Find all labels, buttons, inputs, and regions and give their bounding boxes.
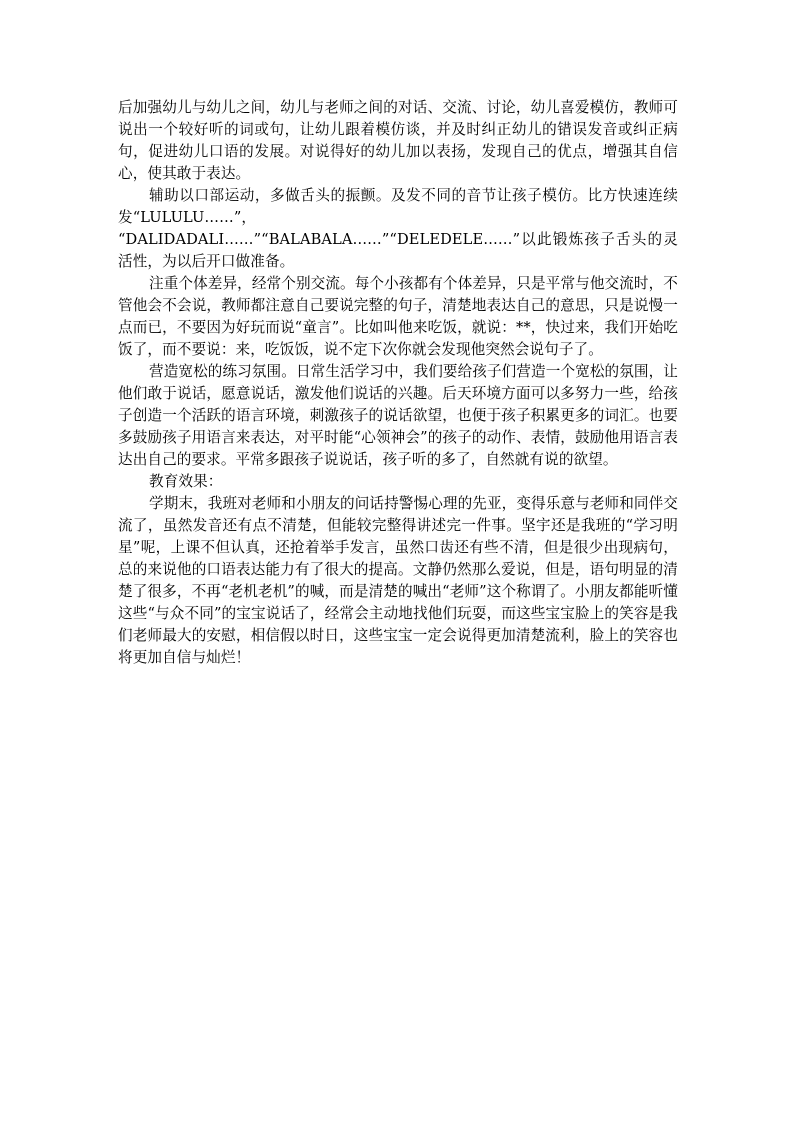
paragraph-oral-exercise: 辅助以口部运动，多做舌头的振颤。及发不同的音节让孩子模仿。比方快速连续发“LULULU……”，: [118, 187, 678, 226]
paragraph-oral-exercise-continued: “DALIDADALI……”“BALABALA……”“DELEDELE……”以此锻炼孩子舌头的灵活性，为以后开口做准备。: [118, 231, 678, 270]
section-heading-education-effect: 教育效果：: [149, 473, 223, 490]
document-body: [118, 97, 678, 669]
paragraph-relaxed-atmosphere: 营造宽松的练习氛围。日常生活学习中，我们要给孩子们营造一个宽松的氛围，让他们敢于说话，愿意说话，激发他们说话的兴趣。后天环境方面可以多努力一些，给孩子创造一个活跃的语言环境，刺激孩子的说话欲望，也便于孩子积累更多的词汇。也要多鼓励孩子用语言来表达，对平时能“心领神会”的孩子的动作、表情，鼓励他用语言表达出自己的要求。平常多跟孩子说说话，孩子听的多了，自然就有说的欲望。: [118, 363, 678, 468]
paragraph-individual-differences: 注重个体差异，经常个别交流。每个小孩都有个体差异，只是平常与他交流时，不管他会不会说，教师都注意自己要说完整的句子，清楚地表达自己的意思，只是说慢一点而已，不要因为好玩而说“童言”。比如叫他来吃饭，就说：**，快过来，我们开始吃饭了，而不要说：来，吃饭饭，说不定下次你就会发现他突然会说句子了。: [118, 275, 678, 358]
paragraph-continuation: 后加强幼儿与幼儿之间，幼儿与老师之间的对话、交流、讨论，幼儿喜爱模仿，教师可说出一个较好听的词或句，让幼儿跟着模仿谈，并及时纠正幼儿的错误发音或纠正病句，促进幼儿口语的发展。对说得好的幼儿加以表扬，发现自己的优点，增强其自信心，使其敢于表达。: [118, 99, 678, 182]
paragraph-education-results: 学期末，我班对老师和小朋友的问话持警惕心理的先亚，变得乐意与老师和同伴交流了，虽然发音还有点不清楚，但能较完整得讲述完一件事。坚宇还是我班的“学习明星”呢，上课不但认真，还抢着举手发言，虽然口齿还有些不清，但是很少出现病句，总的来说他的口语表达能力有了很大的提高。文静仍然那么爱说，但是，语句明显的清楚了很多，不再“老机老机”的喊，而是清楚的喊出“老师”这个称谓了。小朋友都能听懂这些“与众不同”的宝宝说话了，经常会主动地找他们玩耍，而这些宝宝脸上的笑容是我们老师最大的安慰，相信假以时日，这些宝宝一定会说得更加清楚流利，脸上的笑容也将更加自信与灿烂！: [118, 495, 678, 666]
